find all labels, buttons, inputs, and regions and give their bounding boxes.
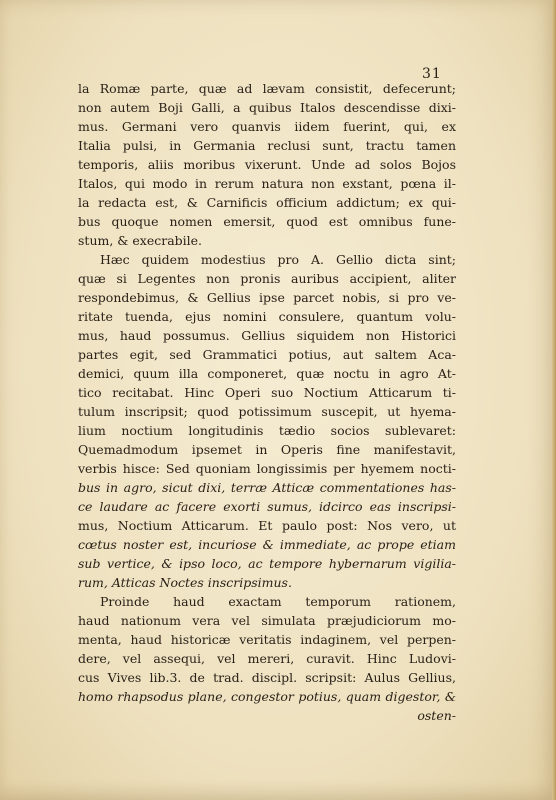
text-line: cœtus noster est, incuriose & immediate, ac prope etiam [78, 537, 456, 552]
text-line: rum, Atticas Noctes inscripsimus. [78, 575, 292, 590]
text-line: stum, & execrabile. [78, 233, 203, 248]
text-line: quæ si Legentes non pronis auribus accipient, aliter [78, 271, 456, 286]
text-line: Hæc quidem modestius pro A. Gellio dicta sint; [100, 252, 456, 267]
text-line: lium noctium longitudinis tædio socios sublevaret: [78, 423, 456, 438]
body-text [78, 79, 456, 725]
text-line: la Romæ parte, quæ ad lævam consistit, defecerunt; [78, 81, 456, 96]
text-line: haud nationum vera vel simulata præjudiciorum mo- [78, 613, 456, 628]
text-line: ritate tuenda, ejus nomini consulere, quantum volu- [78, 309, 456, 324]
text-line: bus quoque nomen emersit, quod est omnibus fune- [78, 214, 456, 229]
text-line: temporis, aliis moribus vixerunt. Unde ad solos Bojos [78, 157, 456, 172]
text-line: tulum inscripsit; quod potissimum suscepit, ut hyema- [78, 404, 456, 419]
text-line: Italia pulsi, in Germania reclusi sunt, tractu tamen [78, 138, 456, 153]
text-line: mus, haud possumus. Gellius siquidem non Historici [78, 328, 456, 343]
text-line: la redacta est, & Carnificis officium addictum; ex qui- [78, 195, 456, 210]
text-line: dere, vel assequi, vel mereri, curavit. Hinc Ludovi- [78, 651, 456, 666]
text-line: Italos, qui modo in rerum natura non exstant, pœna il- [78, 176, 456, 191]
text-line: mus, Noctium Atticarum. Et paulo post: Nos vero, ut [78, 518, 456, 533]
text-line: bus in agro, sicut dixi, terræ Atticæ commentationes has- [78, 480, 456, 495]
text-line: non autem Boji Galli, a quibus Italos descendisse dixi- [78, 100, 456, 115]
text-line: tico recitabat. Hinc Operi suo Noctium Atticarum ti- [78, 385, 456, 400]
text-line: verbis hisce: Sed quoniam longissimis per hyemem nocti- [78, 461, 456, 476]
text-line: homo rhapsodus plane, congestor potius, quam digestor, & [78, 689, 456, 704]
text-line: partes egit, sed Grammatici potius, aut saltem Aca- [78, 347, 456, 362]
text-line: menta, haud historicæ veritatis indaginem, vel perpen- [78, 632, 456, 647]
page-number: 31 [422, 66, 442, 82]
text-line: ce laudare ac facere exorti sumus, idcirco eas inscripsi- [78, 499, 456, 514]
text-line: cus Vives lib.3. de trad. discipl. scripsit: Aulus Gellius, [78, 670, 456, 685]
text-line: Proinde haud exactam temporum rationem, [100, 594, 456, 609]
text-line: demici, quum illa componeret, quæ noctu in agro At- [78, 366, 456, 381]
text-line: Quemadmodum ipsemet in Operis fine manifestavit, [78, 442, 456, 457]
text-line: sub vertice, & ipso loco, ac tempore hybernarum vigilia- [78, 556, 456, 571]
page-edge [552, 0, 556, 800]
text-line: respondebimus, & Gellius ipse parcet nobis, si pro ve- [78, 290, 456, 305]
text-line: mus. Germani vero quanvis iidem fuerint, qui, ex [78, 119, 456, 134]
text-line: osten- [417, 708, 456, 723]
